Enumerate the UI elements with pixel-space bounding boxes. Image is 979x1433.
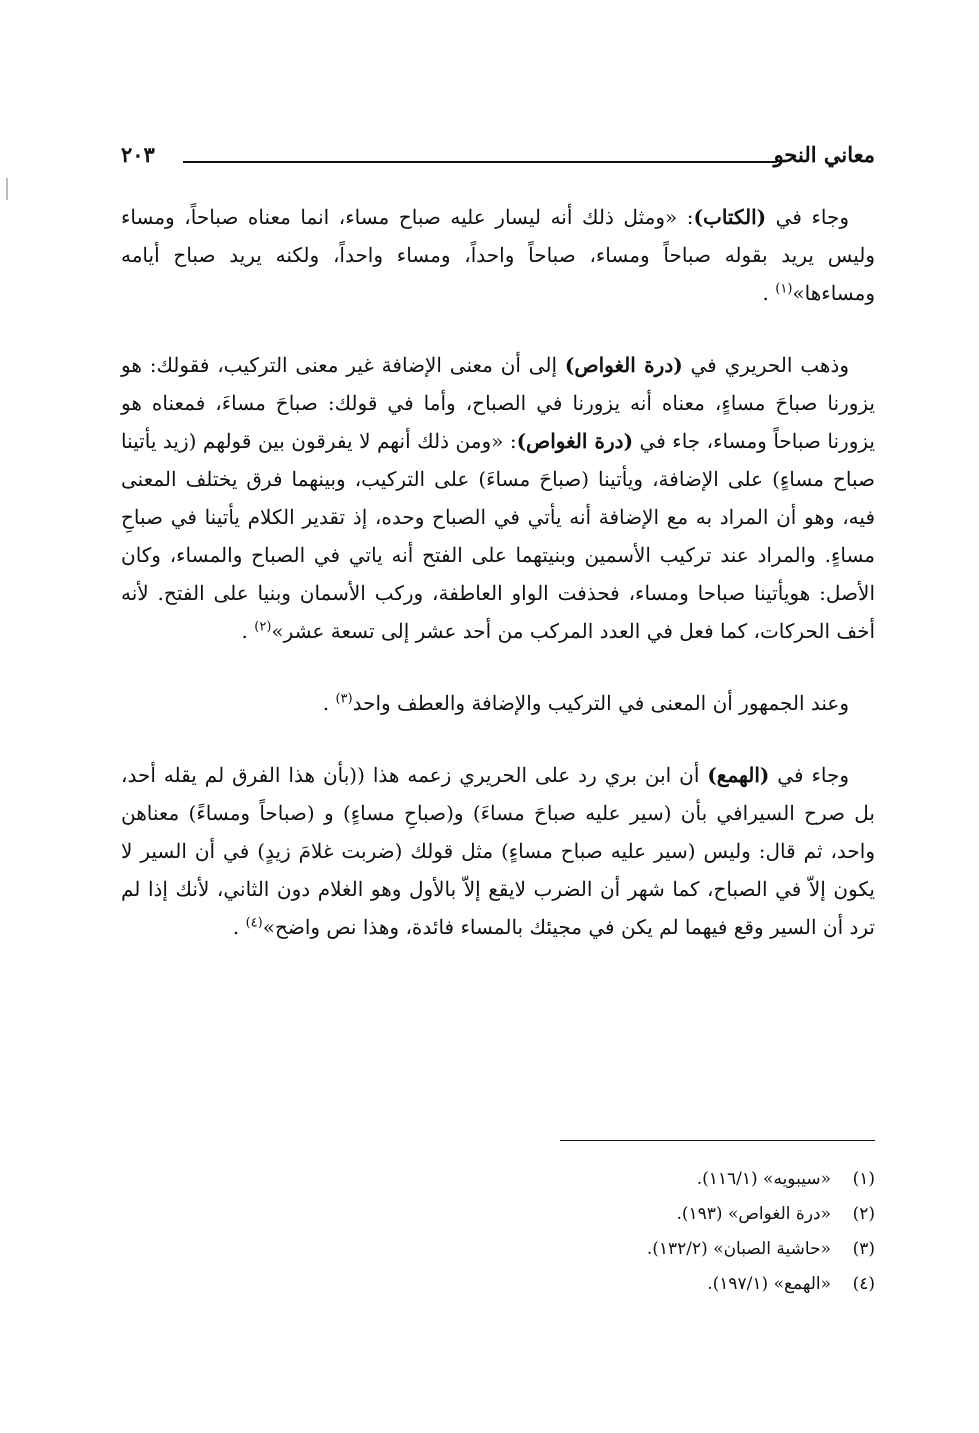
body-text xyxy=(121,198,875,980)
paragraph-text: أن ابن بري رد على الحريري زعمه هذا ((بأن هذا الفرق لم يقله أحد، بل صرح السيرافي بأن (سير عليه صباحَ مساءَ) و(صباحِ مساءٍ) و (صباحاً ومساءً) معناهن واحد، ثم قال: وليس (سير عليه صباح مساءٍ) مثل قولك (ضربت غلامَ زيدٍ) في أن السير لا يكون إلاّ في الصباح، كما شهر أن الضرب لايقع إلاّ بالأول وهو الغلام دون الثاني، لأنك إذا لم ترد أن السير وقع فيهما لم يكن في مجيئك بالمساء فائدة، وهذا نص واضح» xyxy=(121,763,875,939)
paragraph-text: . xyxy=(241,619,255,643)
header-rule xyxy=(183,161,777,163)
footnote-marker: (٢) xyxy=(254,619,272,635)
book-title-ref: (درة الغواص) xyxy=(516,429,634,453)
paragraph xyxy=(121,198,875,312)
paragraph-text: وذهب الحريري في xyxy=(682,353,849,377)
paragraph-text: وعند الجمهور أن المعنى في التركيب والإضافة والعطف واحد xyxy=(352,691,849,715)
footnote-item xyxy=(121,1232,875,1267)
footnote-marker: (١) xyxy=(775,281,793,297)
footnote-number: (٢) xyxy=(852,1204,875,1224)
page-header xyxy=(121,142,875,182)
paragraph xyxy=(121,346,875,650)
paragraph-text: إلى أن معنى الإضافة غير معنى التركيب، فقولك: هو يزورنا صباحَ مساءٍ، معناه أنه يزورنا في الصباح، وأما في قولك: صباحَ مساءَ، فمعناه هو يزورنا صباحاً ومساء، جاء في xyxy=(121,353,875,453)
footnote-marker: (٤) xyxy=(245,915,263,931)
paragraph-text: . xyxy=(762,281,776,305)
paragraph xyxy=(121,684,875,722)
footnote-number: (١) xyxy=(852,1169,875,1189)
footnote-separator xyxy=(560,1140,875,1141)
paragraph xyxy=(121,756,875,946)
footnote-number: (٣) xyxy=(852,1239,875,1259)
paragraph-text: : «ومثل ذلك أنه ليسار عليه صباح مساء، انما معناه صباحاً، ومساء وليس يريد بقوله صباحاً ومساء، صباحاً واحداً، ومساء واحداً، ولكنه يريد صباح أيامه ومساءها» xyxy=(121,205,875,305)
book-title-ref: (درة الغواص) xyxy=(564,353,683,377)
footnote-item xyxy=(121,1197,875,1232)
paragraph-text: : «ومن ذلك أنهم لا يفرقون بين قولهم (زيد يأتينا صباح مساءٍ) على الإضافة، ويأتينا (صباحَ مساءَ) على التركيب، وبينهما فرق يختلف المعنى فيه، وهو أن المراد به مع الإضافة أنه يأتي في الصباح وحده، إذ تقدير الكلام يأتينا في صباحِ مساءٍ. والمراد عند تركيب الأسمين وبنيتهما على الفتح أنه ياتي في الصباح والمساء، وكان الأصل: هويأتينا صباحا ومساء، فحذفت الواو العاطفة، وركب الأسمان وبنيا على الفتح. لأنه أخف الحركات، كما فعل في العدد المركب من أحد عشر إلى تسعة عشر» xyxy=(121,429,875,643)
footnote-number: (٤) xyxy=(852,1274,875,1294)
footnote-marker: (٣) xyxy=(335,691,353,707)
paragraph-text: . xyxy=(232,915,246,939)
book-title-ref: (الكتاب) xyxy=(693,205,767,229)
footnote-text: «حاشية الصبان» (١٣٢/٢). xyxy=(646,1239,831,1259)
scan-edge-mark xyxy=(6,178,8,200)
paragraph-text: . xyxy=(322,691,336,715)
footnote-text: «سيبويه» (١١٦/١). xyxy=(696,1169,831,1189)
page-number: ٢٠٣ xyxy=(121,142,155,167)
footnote-text: «درة الغواص» (١٩٣). xyxy=(676,1204,831,1224)
running-title: معاني النحو xyxy=(773,142,875,167)
book-title-ref: (الهمع) xyxy=(707,763,770,787)
paragraph-text: وجاء في xyxy=(769,763,849,787)
footnote-item xyxy=(121,1267,875,1302)
footnote-text: «الهمع» (١٩٧/١). xyxy=(707,1274,831,1294)
footnotes-list xyxy=(121,1162,875,1302)
footnote-item xyxy=(121,1162,875,1197)
paragraph-text: وجاء في xyxy=(766,205,849,229)
